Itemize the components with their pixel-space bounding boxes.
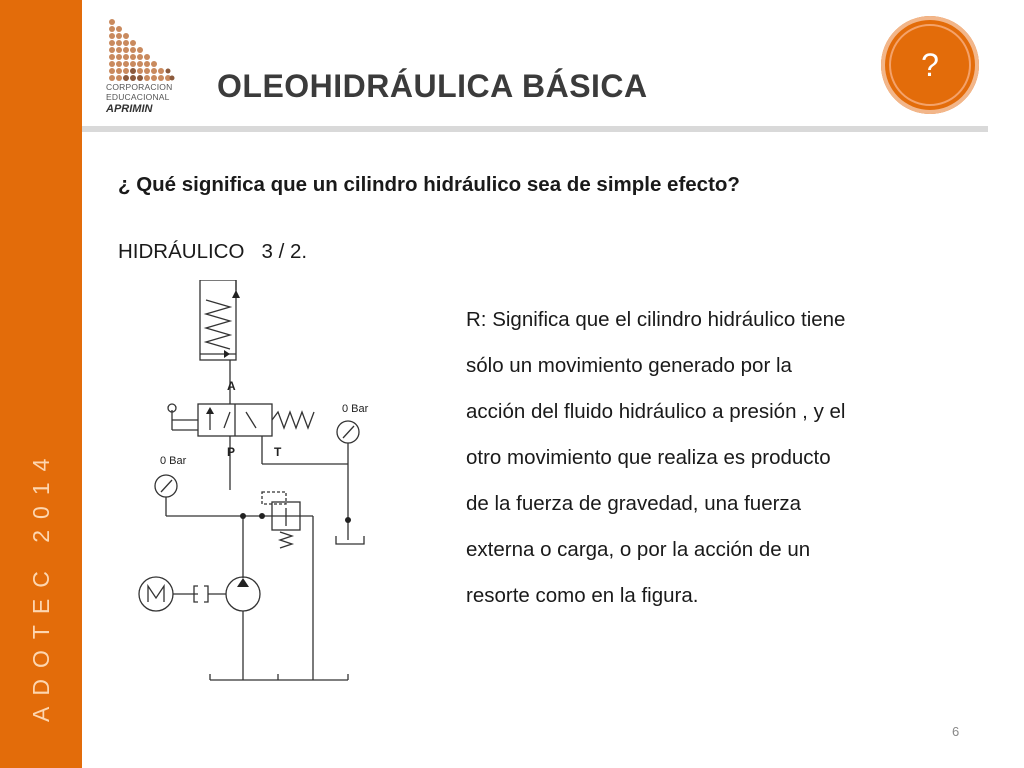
- answer-line: acción del fluido hidráulico a presión , y el: [466, 400, 846, 423]
- answer-line: resorte como en la figura.: [466, 584, 699, 607]
- answer-line: de la fuerza de gravedad, una fuerza: [466, 492, 802, 515]
- circuit-subtitle: HIDRÁULICO 3 / 2.: [118, 240, 308, 263]
- answer-line: R: Significa que el cilindro hidráulico tiene: [466, 308, 846, 331]
- logo-line-2: EDUCACIONAL: [106, 92, 170, 102]
- sidebar: [0, 0, 82, 768]
- gauge-left-label: 0 Bar: [160, 455, 187, 467]
- answer-line: otro movimiento que realiza es producto: [466, 446, 831, 469]
- electric-motor: [139, 577, 173, 611]
- answer-line: sólo un movimiento generado por la: [466, 354, 792, 377]
- cylinder-spring: [206, 300, 230, 349]
- page-number: 6: [952, 724, 960, 739]
- cylinder-body: [200, 280, 236, 360]
- gauge-right-label: 0 Bar: [342, 403, 369, 415]
- port-t-label: T: [274, 445, 282, 459]
- logo-brand: APRIMIN: [106, 103, 153, 115]
- port-p-label: P: [227, 445, 236, 459]
- sidebar-vertical-text: ADOTEC 2014: [28, 447, 54, 722]
- logo-line-1: CORPORACION: [106, 82, 173, 92]
- help-button[interactable]: [881, 16, 979, 114]
- question-text: ¿ Qué significa que un cilindro hidráulico sea de simple efecto?: [118, 173, 740, 196]
- answer-text: [466, 306, 966, 628]
- port-a-label: A: [227, 379, 236, 393]
- valve-spring: [272, 412, 314, 428]
- hydraulic-circuit-diagram: [138, 280, 388, 690]
- page-title: OLEOHIDRÁULICA BÁSICA: [217, 68, 648, 104]
- header-divider: [82, 126, 988, 132]
- answer-line: externa o carga, o por la acción de un: [466, 538, 811, 561]
- question-mark-icon: ?: [889, 24, 971, 106]
